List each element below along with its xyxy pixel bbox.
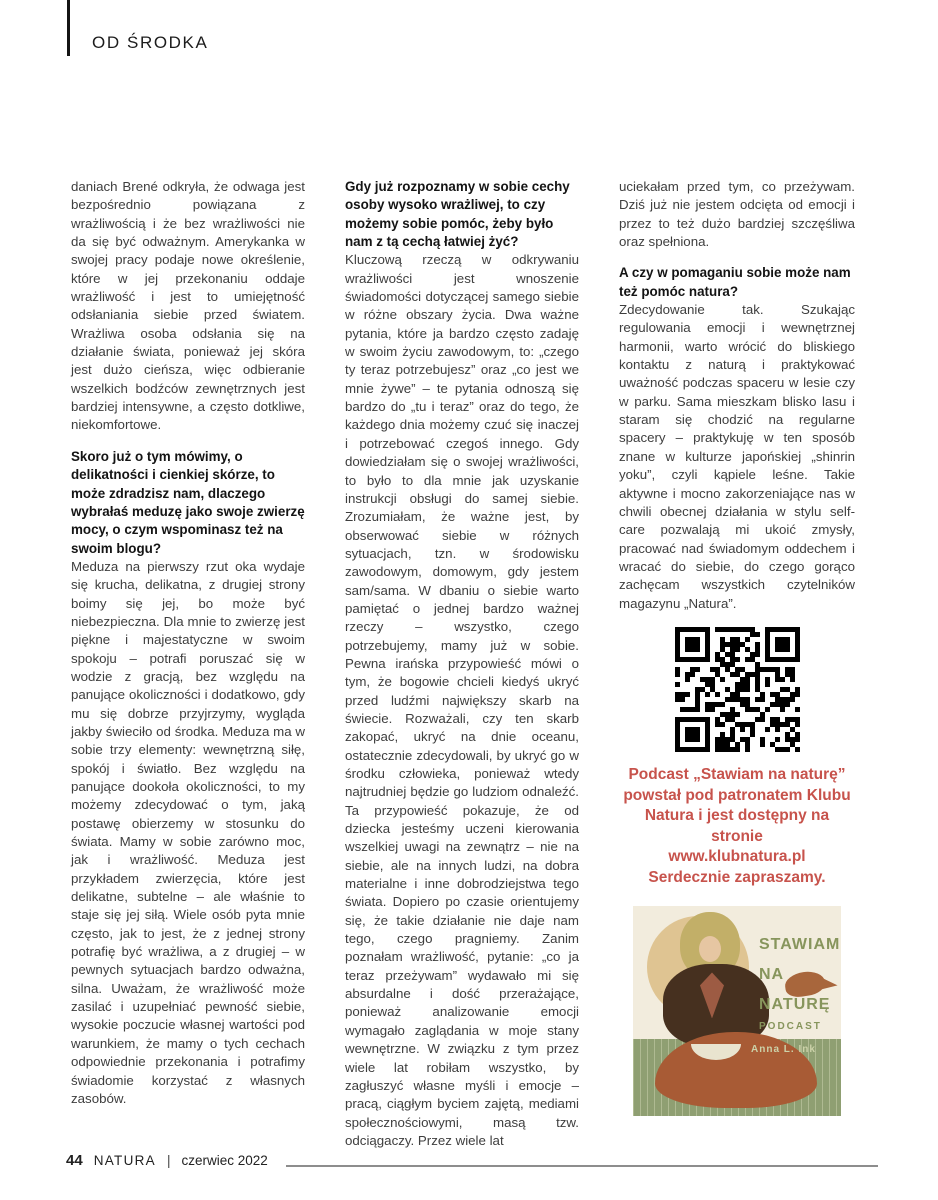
- qr-code: [675, 627, 800, 752]
- cover-author: Anna L. Ink: [751, 1044, 816, 1056]
- page-footer: [66, 1152, 268, 1169]
- footer-separator: |: [167, 1153, 171, 1168]
- interview-question-heading: A czy w pomaganiu sobie może nam też pomóc natura?: [619, 265, 851, 299]
- paragraph: uciekałam przed tym, co przeżywam. Dziś już nie jestem odcięta od emocji i przez to też dużo bardziej szczęśliwa oraz spełniona.: [619, 179, 855, 250]
- text-column-3: [619, 178, 855, 1116]
- promo-line: Podcast „Stawiam na naturę”: [628, 765, 846, 783]
- section-rule: [67, 0, 70, 56]
- promo-line: Natura i jest dostępny na stronie: [644, 807, 830, 845]
- cover-title: [759, 930, 840, 1020]
- text-column-1: [71, 178, 305, 1108]
- page-number: 44: [66, 1152, 83, 1169]
- footer-rule: [286, 1165, 878, 1167]
- interview-question-heading: Gdy już rozpoznamy w sobie cechy osoby wysoko wrażliwej, to czy możemy sobie pomóc, żeby było nam z tą cechą łatwiej żyć?: [345, 179, 570, 250]
- cover-title-line: STAWIAM: [759, 936, 841, 954]
- section-label: OD ŚRODKA: [92, 33, 209, 52]
- paragraph: Kluczową rzeczą w odkrywaniu wrażliwości jest wnoszenie świadomości dotyczącej samego siebie w różne obszary życia. Dwa ważne pytania, które ja bardzo często zadaję w swoim życiu zawodowym, to: „czego ty teraz potrzebujesz” oraz „co jest we mnie żywe” – te pytania odnoszą się bardzo do „tu i teraz” oraz do tego, że każdego dnia możemy czuć się inaczej i potrzebować czegoś innego. Gdy dowiedziałam się o swojej wrażliwości, to było to dla mnie jak uzyskanie instrukcji obsługi do samej siebie. Zrozumiałam, że ważne jest, by obserwować siebie w różnych sytuacjach, tzn. w środowisku zawodowym, domowym, gdy jestem sam/sama. W dbaniu o siebie warto pamiętać o jednej bardzo ważnej rzeczy – wszystko, czego potrzebujemy, mamy już w sobie. Pewna irańska przypowieść mówi o tym, że bogowie chcieli kiedyś ukryć przed ludźmi największy skarb na świecie. Rozważali, czy ten skarb zakopać, ukryć na dnie oceanu, ostatecznie zdecydowali, by ukryć go w środku człowieka, ponieważ wtedy najtrudniej będzie go ludziom odnaleźć. Ta przypowieść pokazuje, że od dziecka jesteśmy uczeni kierowania wszelkiej uwagi na zewnątrz – nie na siebie, ale na innych ludzi, na dobra materialne i inne dobrodziejstwa tego świata. Dopiero po czasie orientujemy się, że takie działanie nie daje nam tego, czego pragniemy. Zanim poznałam wrażliwość, pytanie: „co ja teraz przeżywam” wydawało mi się absurdalne i dość przerażające, ponieważ analizowanie emocji wymagało zaglądania w moje stany wewnętrzne. W związku z tym przez wiele lat robiłam wszystko, by zagłuszyć własne myśli i emocje – pracą, ciągłym byciem zajętą, mediami społecznościowymi, masą tzw. odciągaczy. Przez wiele lat: [345, 252, 579, 1148]
- paragraph: Zdecydowanie tak. Szukając regulowania emocji i wewnętrznej harmonii, warto wrócić do bliskiego kontaktu z naturą i praktykować uważność podczas spaceru w lesie czy w parku. Sama mieszkam blisko lasu i staram się chodzić na regularne spacery – praktykuję w ten sposób znane w kulturze japońskiej „shinrin yoku”, czyli kąpiele leśne. Takie aktywne i mocno zakorzeniające nas w chwili obecnej działania w stylu self-care pozwalają mi ukoić zmysły, pracować nad świadomym oddechem i wracać do siebie, do czego gorąco zachęcam wszystkich czytelników magazynu „Natura”.: [619, 302, 855, 611]
- issue-date: czerwiec 2022: [181, 1153, 268, 1168]
- promo-url: www.klubnatura.pl: [668, 848, 806, 866]
- cover-subtitle: PODCAST: [759, 1021, 822, 1033]
- podcast-promo-text: [619, 765, 855, 889]
- text-column-2: [345, 178, 579, 1150]
- paragraph: Meduza na pierwszy rzut oka wydaje się krucha, delikatna, z drugiej strony boimy się jej, bo może być niebezpieczna. Dla mnie to zwierzę jest piękne i majestatyczne w swoim spokoju – potrafi poruszać się w wodzie z gracją, bez względu na panujące okoliczności i dodatkowo, gdy mu się dobrze przyjrzymy, wygląda jakby świeciło od środka. Meduza ma w sobie trzy elementy: wewnętrzną siłę, spokój i światło. Bez względu na panujące dookoła okoliczności, to my możemy zdecydować o tym, jaką postawę obierzemy w stosunku do świata. Mamy w sobie zarówno moc, jak i wrażliwość. Meduza jest przykładem zwierzęcia, które jest delikatne, subtelne – ale właśnie to staje się jej siłą. Wiele osób pyta mnie często, jak to jest, że z jednej strony potrafię być wrażliwa, a z drugiej – w pewnych sytuacjach bardzo odważna, silna. Uważam, że wrażliwość może zasilać i uzupełniać pewność siebie, wysokie poczucie własnej wartości pod warunkiem, że mamy o tych cechach odpowiednie przekonania i potrafimy świadomie korzystać z własnych zasobów.: [71, 558, 305, 1106]
- magazine-name: NATURA: [93, 1153, 156, 1168]
- cover-title-line: NA: [759, 966, 785, 984]
- promo-line: powstał pod patronatem Klubu: [623, 786, 851, 804]
- podcast-cover-image: [633, 906, 841, 1116]
- interview-question-heading: Skoro już o tym mówimy, o delikatności i cienkiej skórze, to może zdradzisz nam, dlaczego wybrałaś meduzę jako swoje zwierzę mocy, o czym wspominasz też na swoim blogu?: [71, 448, 305, 556]
- paragraph: daniach Brené odkryła, że odwaga jest bezpośrednio powiązana z wrażliwością i że bez wrażliwości nie da się być odważnym. Amerykanka w swojej pracy podaje nowe określenie, które w jej przekonaniu oddaje wrażliwość i jest to umiejętność odsłaniania siebie przed światem. Wrażliwa osoba odsłania się na działanie świata, ponieważ jej skóra jest dużo cieńsza, więc odbieranie wszelkich bodźców zewnętrznych jest bardziej intensywne, a często dotkliwe, niekomfortowe.: [71, 179, 305, 433]
- promo-line: Serdecznie zapraszamy.: [648, 868, 826, 886]
- cover-title-line: NATURĘ: [759, 996, 831, 1014]
